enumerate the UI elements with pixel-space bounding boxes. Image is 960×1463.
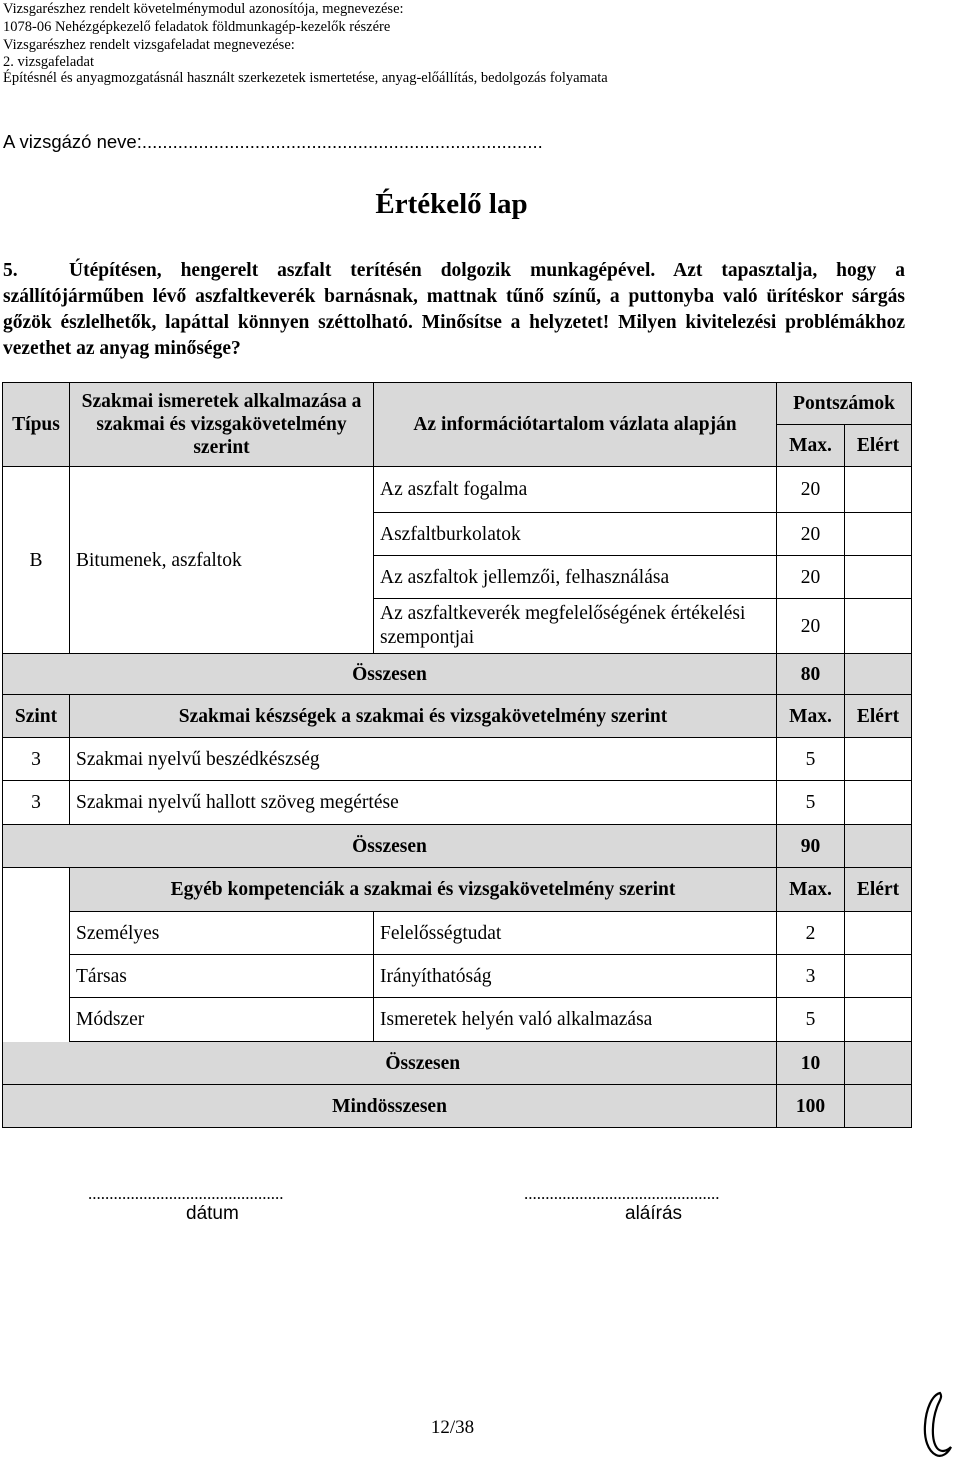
date-line: ..............................................	[88, 1184, 284, 1203]
competence-total-max: 10	[777, 1042, 845, 1085]
competence-category: Társas	[70, 955, 374, 998]
col-header-type: Típus	[3, 383, 70, 467]
col-header-knowledge: Szakmai ismeretek alkalmazása a szakmai és vizsgakövetelmény szerint	[70, 383, 374, 467]
skills-total-reached[interactable]	[845, 825, 912, 868]
table-row	[3, 912, 912, 955]
signature-label: aláírás	[625, 1203, 683, 1224]
knowledge-name: Bitumenek, aszfaltok	[70, 467, 374, 654]
knowledge-total-max: 80	[777, 654, 845, 695]
competence-item: Irányíthatóság	[374, 955, 777, 998]
knowledge-item-max: 20	[777, 556, 845, 599]
table-row	[3, 825, 912, 868]
task-statement	[3, 258, 905, 362]
competence-item-max: 3	[777, 955, 845, 998]
competence-category: Módszer	[70, 998, 374, 1042]
skill-item-reached[interactable]	[845, 738, 912, 781]
table-row	[3, 467, 912, 513]
task-text: Útépítésen, hengerelt aszfalt terítésén dolgozik munkagépével. Azt tapasztalja, hogy a szállítójárműben lévő aszfaltkeverék barnásnak, mattnak tűnő színű, a puttonyba való ürítéskor sárgás gőzök észlelhetők, lapáttal könnyen széttolható. Minősítse a helyzetet! Milyen kivitelezési problémákhoz vezethet az anyag minősége?	[3, 260, 905, 359]
table-row	[3, 1042, 912, 1085]
task-number: 5.	[3, 260, 18, 281]
skills-total-max: 90	[777, 825, 845, 868]
knowledge-item-reached[interactable]	[845, 513, 912, 556]
competence-item-reached[interactable]	[845, 955, 912, 998]
col-header-info: Az információtartalom vázlata alapján	[374, 383, 777, 467]
table-row	[3, 654, 912, 695]
competence-item-max: 5	[777, 998, 845, 1042]
knowledge-total-reached[interactable]	[845, 654, 912, 695]
col-header-reached: Elért	[845, 425, 912, 467]
knowledge-item-reached[interactable]	[845, 556, 912, 599]
skill-item: Szakmai nyelvű beszédkészség	[70, 738, 777, 781]
knowledge-item-max: 20	[777, 467, 845, 513]
table-row	[3, 868, 912, 912]
competence-left-spacer	[3, 868, 70, 1042]
skill-item: Szakmai nyelvű hallott szöveg megértése	[70, 781, 777, 825]
knowledge-item-max: 20	[777, 599, 845, 654]
col-header-max: Max.	[777, 425, 845, 467]
grand-total-max: 100	[777, 1085, 845, 1128]
table-row	[3, 955, 912, 998]
competence-item: Ismeretek helyén való alkalmazása	[374, 998, 777, 1042]
knowledge-item: Az aszfaltok jellemzői, felhasználása	[374, 556, 777, 599]
knowledge-item: Az aszfaltkeverék megfelelőségének értékelési szempontjai	[374, 599, 777, 654]
header-module-name: 1078-06 Nehézgépkezelő feladatok földmunkagép-kezelők részére	[3, 19, 391, 35]
knowledge-total-label: Összesen	[3, 654, 777, 695]
skills-level-header: Szint	[3, 695, 70, 738]
examinee-name-line: A vizsgázó neve:..............................................................................	[3, 131, 543, 152]
header-task-label: Vizsgarészhez rendelt vizsgafeladat megnevezése:	[3, 37, 295, 53]
competence-total-spacer	[3, 1042, 70, 1085]
grand-total-reached[interactable]	[845, 1085, 912, 1128]
page-title: Értékelő lap	[375, 188, 528, 220]
grand-total-label: Mindösszesen	[3, 1085, 777, 1128]
skills-header: Szakmai készségek a szakmai és vizsgakövetelmény szerint	[70, 695, 777, 738]
header-task-name: Építésnél és anyagmozgatásnál használt szerkezetek ismertetése, anyag-előállítás, bedolgozás folyamata	[3, 70, 608, 86]
table-row	[3, 1085, 912, 1128]
skills-max-header: Max.	[777, 695, 845, 738]
skill-item-reached[interactable]	[845, 781, 912, 825]
header-module-label: Vizsgarészhez rendelt követelménymodul azonosítója, megnevezése:	[3, 1, 404, 17]
competence-reached-header: Elért	[845, 868, 912, 912]
competence-total-reached[interactable]	[845, 1042, 912, 1085]
knowledge-item: Az aszfalt fogalma	[374, 467, 777, 513]
knowledge-item-reached[interactable]	[845, 467, 912, 513]
page-number: 12/38	[430, 1417, 475, 1438]
knowledge-item: Aszfaltburkolatok	[374, 513, 777, 556]
competence-item: Felelősségtudat	[374, 912, 777, 955]
skill-item-max: 5	[777, 738, 845, 781]
competence-total-label: Összesen	[70, 1042, 777, 1085]
handwritten-mark-icon	[918, 1385, 958, 1460]
skill-item-max: 5	[777, 781, 845, 825]
skills-reached-header: Elért	[845, 695, 912, 738]
competence-header: Egyéb kompetenciák a szakmai és vizsgakövetelmény szerint	[70, 868, 777, 912]
skill-level: 3	[3, 781, 70, 825]
competence-item-reached[interactable]	[845, 912, 912, 955]
skill-level: 3	[3, 738, 70, 781]
table-row	[3, 738, 912, 781]
knowledge-item-max: 20	[777, 513, 845, 556]
competence-item-reached[interactable]	[845, 998, 912, 1042]
date-label: dátum	[186, 1203, 239, 1224]
table-row	[3, 695, 912, 738]
skills-total-label: Összesen	[3, 825, 777, 868]
knowledge-type: B	[3, 467, 70, 654]
competence-max-header: Max.	[777, 868, 845, 912]
competence-category: Személyes	[70, 912, 374, 955]
table-row	[3, 998, 912, 1042]
header-task-number: 2. vizsgafeladat	[3, 54, 94, 70]
evaluation-table	[2, 382, 912, 1128]
signature-line: ..............................................	[524, 1184, 720, 1203]
knowledge-item-reached[interactable]	[845, 599, 912, 654]
col-header-points: Pontszámok	[777, 383, 912, 425]
table-row	[3, 781, 912, 825]
competence-item-max: 2	[777, 912, 845, 955]
